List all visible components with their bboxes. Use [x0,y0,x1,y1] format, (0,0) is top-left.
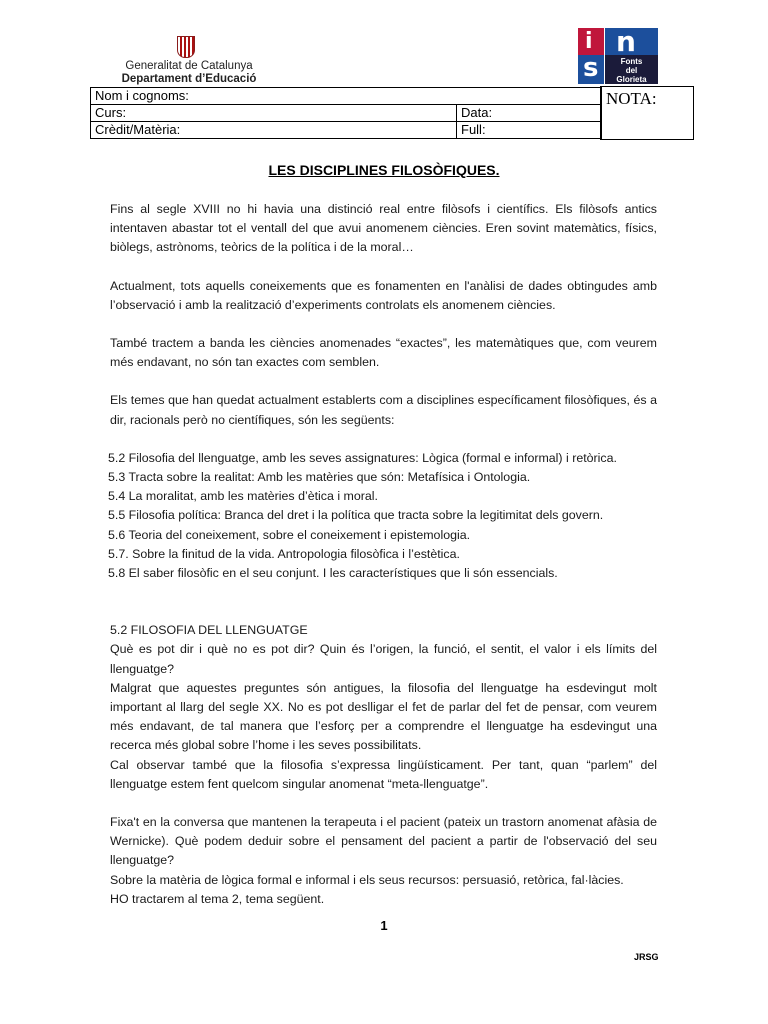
gencat-line1: Generalitat de Catalunya [125,60,253,72]
logo-letter-i: i [585,29,593,54]
closing-paragraph: Sobre la matèria de lògica formal e informal i els seus recursos: persuasió, retòrica, fal·làcies. [110,872,624,887]
table-row [91,105,602,122]
document-title: LES DISCIPLINES FILOSÒFIQUES. [268,162,500,178]
logo-text-line3: Glorieta [616,75,647,84]
name-field[interactable]: Nom i cognoms: [91,88,602,105]
section-paragraph: Cal observar també que la filosofia s’expressa lingüísticament. Per tant, quan “parlem” del llenguatge estem fent quelcom singular anomenat “meta-llenguatge”. [110,757,657,791]
logo-letter-n: n [616,25,636,58]
sheet-field[interactable]: Full: [457,122,602,139]
table-row [91,88,602,105]
closing-paragraph: Fixa't en la conversa que mantenen la terapeuta i el pacient (pateix un trastorn anomenat afàsia de Wernicke). Què podem deduir sobre el pensament del pacient a partir de l'observació del seu llenguatge? [110,815,657,868]
list-item: 5.5 Filosofia política: Branca del dret i la política que tracta sobre la legitimitat dels govern. [108,508,604,523]
intro-paragraph-2: Actualment, tots aquells coneixements que es fonamenten en l'anàlisi de dades obtingudes amb l’observació i amb la realització d’experiments controlats els anomenem ciències. [110,278,657,312]
list-item: 5.8 El saber filosòfic en el seu conjunt. I les característiques que li són essencials. [108,566,558,581]
document-body [110,200,657,909]
list-item: 5.2 Filosofia del llenguatge, amb les seves assignatures: Lògica (formal e informal) i retòrica. [108,450,617,465]
credit-field[interactable]: Crèdit/Matèria: [91,122,457,139]
section-heading: 5.2 FILOSOFIA DEL LLENGUATGE [110,623,308,638]
list-item: 5.6 Teoria del coneixement, sobre el coneixement i epistemologia. [108,527,471,542]
date-field[interactable]: Data: [457,105,602,122]
logo-letter-s: s [583,53,599,83]
list-item: 5.7. Sobre la finitud de la vida. Antropologia filosòfica i l’estètica. [108,546,460,561]
page-number: 1 [380,918,388,933]
table-row [91,122,602,139]
generalitat-logo [114,36,264,86]
grade-box[interactable]: NOTA: [600,86,694,140]
section-paragraph: Què es pot dir i què no es pot dir? Quin és l’origen, la funció, el sentit, el valor i els límits del llenguatge? [110,642,657,676]
list-item: 5.4 La moralitat, amb les matèries d’ètica i moral. [108,489,378,504]
catalan-shield-icon [177,36,195,58]
course-field[interactable]: Curs: [91,105,457,122]
intro-paragraph-1: Fins al segle XVIII no hi havia una distinció real entre filòsofs i científics. Els filòsofs antics intentaven abastar tot el ventall del que avui anomenem ciències. Eren sovint matemàtics, físics, biòlegs, astrònoms, teòrics de la política i de la moral… [110,202,657,255]
list-item: 5.3 Tracta sobre la realitat: Amb les matèries que són: Metafísica i Ontologia. [108,470,531,485]
language-section [110,621,657,909]
intro-paragraph-3: També tractem a banda les ciències anomenades “exactes”, les matemàtiques que, com veurem més endavant, no són tan exactes com semblen. [110,336,657,370]
ins-fonts-del-glorieta-logo [578,25,658,84]
closing-paragraph: HO tractarem al tema 2, tema següent. [110,891,325,906]
disciplines-list [108,449,657,583]
logo-text-line2: del [625,66,638,75]
author-initials: JRSG [634,952,659,962]
student-info-table [90,87,602,139]
gencat-line2: Departament d’Educació [121,73,257,85]
intro-paragraph-4: Els temes que han quedat actualment establerts com a disciplines específicament filosòfiques, és a dir, racionals però no científiques, són les següents: [110,393,657,427]
section-paragraph: Malgrat que aquestes preguntes són antigues, la filosofia del llenguatge ha esdevingut molt important al llarg del segle XX. No es pot deslligar el fet de parlar del fet de pensar, com veurem més endavant, de tal manera que l’esforç per a comprendre el llenguatge ha esdevingut una recerca més global sobre l’home i les seves possibilitats. [110,680,657,753]
logo-text-line1: Fonts [620,57,643,66]
